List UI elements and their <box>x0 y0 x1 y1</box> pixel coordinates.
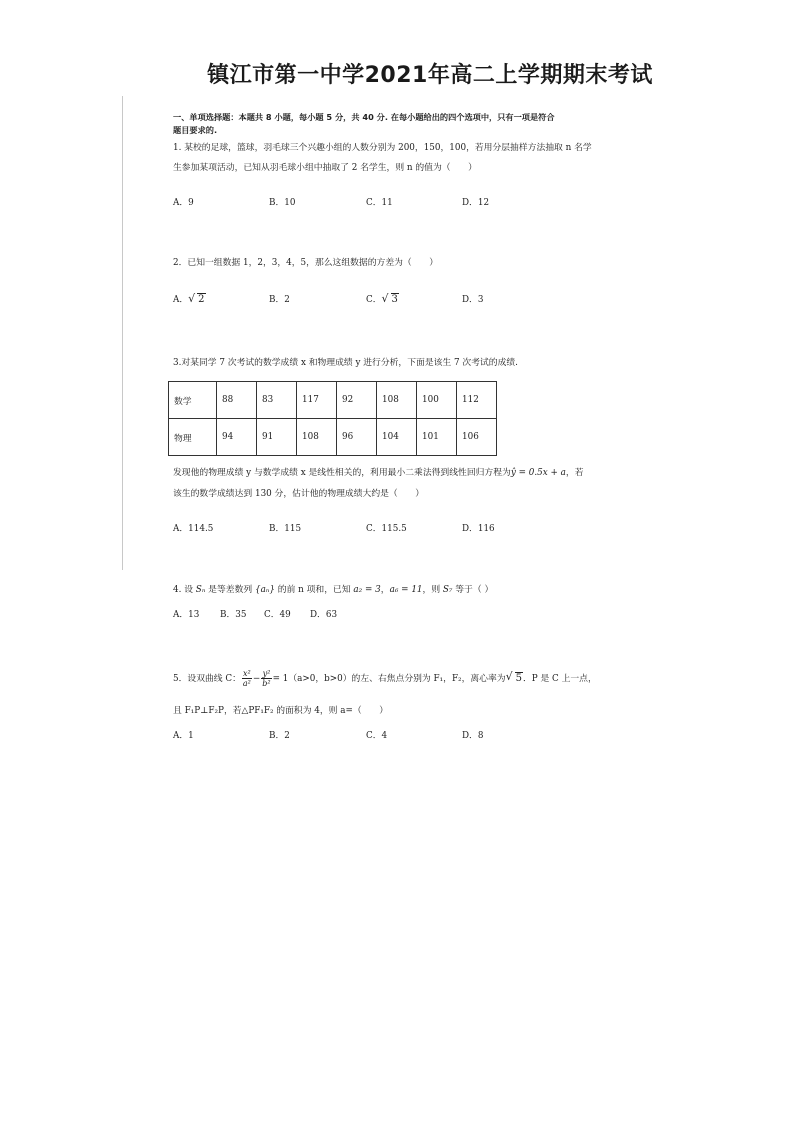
question-3-line1: 3.对某同学 7 次考试的数学成绩 x 和物理成绩 y 进行分析，下面是该生 7 次考试的成绩. <box>173 358 518 368</box>
sqrt-expression <box>188 294 205 305</box>
question-1-line1: 1. 某校的足球，篮球，羽毛球三个兴趣小组的人数分别为 200，150，100，若用分层抽样方法抽取 n 名学 <box>173 143 592 153</box>
text-segment: = 1（a>0，b>0）的左、右焦点分别为 F₁，F₂，离心率为 <box>272 674 506 684</box>
math-a6: a₆ = 11 <box>389 585 423 595</box>
table-cell: 91 <box>257 419 297 456</box>
table-cell: 101 <box>417 419 457 456</box>
question-3-line3: 该生的数学成绩达到 130 分，估计他的物理成绩大约是（ ） <box>173 489 425 499</box>
question-1-option-b: B．10 <box>269 198 296 208</box>
question-5-option-b: B．2 <box>269 731 290 741</box>
sqrt-expression <box>506 668 523 690</box>
radicand: 2 <box>198 294 205 305</box>
question-1-option-c: C．11 <box>366 198 393 208</box>
question-2-option-b: B．2 <box>269 295 290 305</box>
minus-sign: − <box>252 674 261 684</box>
text-segment: 5．设双曲线 C： <box>173 674 241 684</box>
text-segment: ，则 <box>422 585 443 595</box>
fraction-denominator: b² <box>262 679 271 688</box>
section-heading-line1: 一、单项选择题：本题共 8 小题，每小题 5 分，共 40 分. 在每小题给出的四个选项中，只有一项是符合 <box>173 112 555 122</box>
fraction-numerator: x² <box>243 669 251 678</box>
text-segment: 4. 设 <box>173 585 196 595</box>
fraction-y <box>261 669 271 688</box>
text-segment: ，若 <box>565 468 584 478</box>
math-s7: S₇ <box>442 585 453 595</box>
question-3-option-c: C．115.5 <box>366 524 407 534</box>
question-3-option-a: A．114.5 <box>173 524 214 534</box>
fraction-numerator: y² <box>262 669 271 678</box>
question-5-line1 <box>173 668 597 690</box>
table-cell: 88 <box>217 382 257 419</box>
math-sn: Sₙ <box>195 585 206 595</box>
margin-line <box>122 96 123 570</box>
table-cell: 108 <box>377 382 417 419</box>
table-cell: 106 <box>457 419 497 456</box>
question-4-option-c: C．49 <box>264 610 291 620</box>
text-segment: ．P 是 C 上一点， <box>522 674 597 684</box>
table-cell: 92 <box>337 382 377 419</box>
text-segment: ， <box>380 585 390 595</box>
question-3-line2 <box>173 467 584 479</box>
question-2-line1: 2．已知一组数据 1，2，3，4，5，那么这组数据的方差为（ ） <box>173 258 439 268</box>
math-a2: a₂ = 3 <box>353 585 381 595</box>
regression-equation: ŷ = 0.5x + a <box>510 468 566 478</box>
text-segment: 的前 n 项和，已知 <box>274 585 354 595</box>
question-5-option-c: C．4 <box>366 731 388 741</box>
table-cell: 物理 <box>169 419 217 456</box>
table-cell: 100 <box>417 382 457 419</box>
table-cell: 数学 <box>169 382 217 419</box>
question-3-option-d: D．116 <box>462 524 495 534</box>
fraction-x <box>242 669 252 688</box>
question-2-option-d: D．3 <box>462 295 484 305</box>
question-4-option-d: D．63 <box>310 610 338 620</box>
question-5-line2: 且 F₁P⊥F₂P，若△PF₁F₂ 的面积为 4，则 a=（ ） <box>173 706 389 716</box>
question-4-option-b: B．35 <box>220 610 247 620</box>
text-segment: 发现他的物理成绩 y 与数学成绩 x 是线性相关的，利用最小二乘法得到线性回归方程为 <box>173 468 511 478</box>
question-1-line2: 生参加某项活动，已知从羽毛球小组中抽取了 2 名学生，则 n 的值为（ ） <box>173 163 477 173</box>
sqrt-expression <box>382 294 399 305</box>
score-table <box>168 381 497 456</box>
table-cell: 108 <box>297 419 337 456</box>
table-cell: 96 <box>337 419 377 456</box>
table-row <box>169 382 497 419</box>
question-5-option-a: A．1 <box>173 731 194 741</box>
table-cell: 112 <box>457 382 497 419</box>
question-1-option-a: A．9 <box>173 198 194 208</box>
fraction-denominator: a² <box>242 679 251 688</box>
option-label: C． <box>366 295 382 305</box>
radicand: 5 <box>515 673 522 684</box>
question-3-option-b: B．115 <box>269 524 302 534</box>
question-2-option-a <box>173 292 206 305</box>
table-cell: 94 <box>217 419 257 456</box>
text-segment: 等于（ ） <box>452 585 494 595</box>
radicand: 3 <box>391 294 398 305</box>
table-cell: 83 <box>257 382 297 419</box>
question-4-option-a: A．13 <box>173 610 200 620</box>
text-segment: 是等差数列 <box>205 585 255 595</box>
question-1-option-d: D．12 <box>462 198 490 208</box>
question-5-option-d: D．8 <box>462 731 484 741</box>
question-4-line1 <box>173 584 493 596</box>
section-heading-line2: 题目要求的. <box>173 125 218 135</box>
question-2-option-c <box>366 292 399 305</box>
table-cell: 117 <box>297 382 337 419</box>
option-label: A． <box>173 295 189 305</box>
table-cell: 104 <box>377 419 417 456</box>
table-row <box>169 419 497 456</box>
page-title: 镇江市第一中学2021年高二上学期期末考试 <box>207 63 653 88</box>
math-sequence: {aₙ} <box>254 585 275 595</box>
